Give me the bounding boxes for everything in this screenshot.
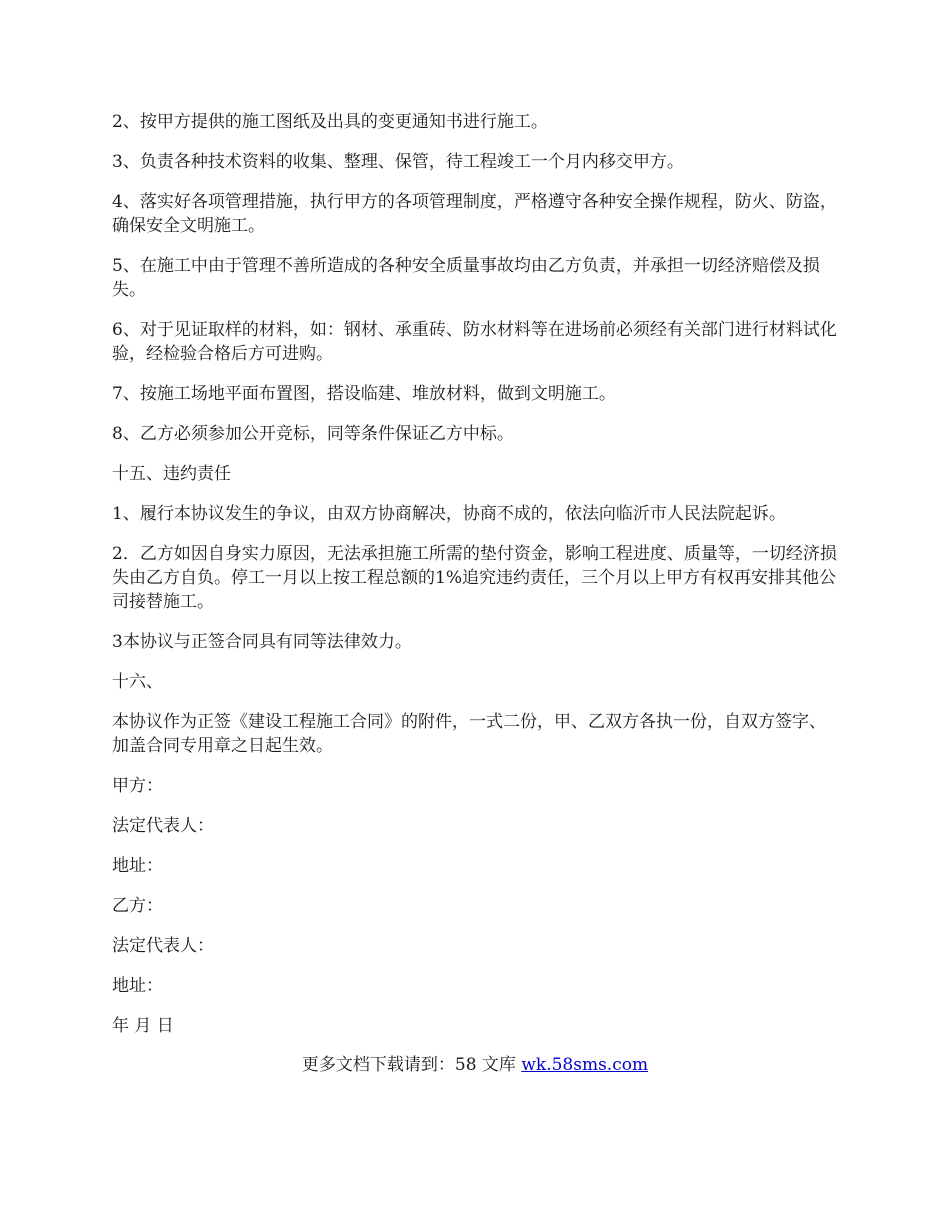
- section-heading-16: 十六、: [112, 672, 163, 692]
- paragraph-breach-1: 1、履行本协议发生的争议，由双方协商解决，协商不成的，依法向临沂市人民法院起诉。: [112, 504, 786, 524]
- paragraph-effectiveness: 本协议作为正签《建设工程施工合同》的附件，一式二份，甲、乙双方各执一份，自双方签字、加盖合同专用章之日起生效。: [112, 712, 826, 756]
- date-line: 年 月 日: [112, 1016, 174, 1036]
- document-body: [112, 110, 842, 1054]
- paragraph-clause-7: 7、按施工场地平面布置图，搭设临建、堆放材料，做到文明施工。: [112, 384, 616, 404]
- paragraph-clause-6: 6、对于见证取样的材料，如：钢材、承重砖、防水材料等在进场前必须经有关部门进行材料试化验，经检验合格后方可进购。: [112, 320, 837, 364]
- footer-link[interactable]: wk.58sms.com: [521, 1055, 649, 1075]
- footer: [0, 1053, 950, 1077]
- paragraph-clause-5: 5、在施工中由于管理不善所造成的各种安全质量事故均由乙方负责，并承担一切经济赔偿及损失。: [112, 256, 820, 300]
- paragraph-clause-2: 2、按甲方提供的施工图纸及出具的变更通知书进行施工。: [112, 112, 548, 132]
- paragraph-clause-4: 4、落实好各项管理措施，执行甲方的各项管理制度，严格遵守各种安全操作规程，防火、防盗，确保安全文明施工。: [112, 192, 837, 236]
- party-a-label: 甲方：: [112, 776, 163, 796]
- party-b-address-label: 地址：: [112, 976, 163, 996]
- party-b-label: 乙方：: [112, 896, 163, 916]
- paragraph-clause-8: 8、乙方必须参加公开竞标，同等条件保证乙方中标。: [112, 424, 514, 444]
- footer-text: 更多文档下载请到：58 文库: [301, 1055, 522, 1075]
- party-a-address-label: 地址：: [112, 856, 163, 876]
- paragraph-clause-3: 3、负责各种技术资料的收集、整理、保管，待工程竣工一个月内移交甲方。: [112, 152, 684, 172]
- party-b-representative-label: 法定代表人：: [112, 936, 214, 956]
- paragraph-breach-3: 3本协议与正签合同具有同等法律效力。: [112, 632, 412, 652]
- paragraph-breach-2: 2．乙方如因自身实力原因，无法承担施工所需的垫付资金，影响工程进度、质量等，一切经济损失由乙方自负。停工一月以上按工程总额的1%追究违约责任，三个月以上甲方有权再安排其他公司接替施工。: [112, 544, 837, 612]
- party-a-representative-label: 法定代表人：: [112, 816, 214, 836]
- section-heading-breach: 十五、违约责任: [112, 464, 231, 484]
